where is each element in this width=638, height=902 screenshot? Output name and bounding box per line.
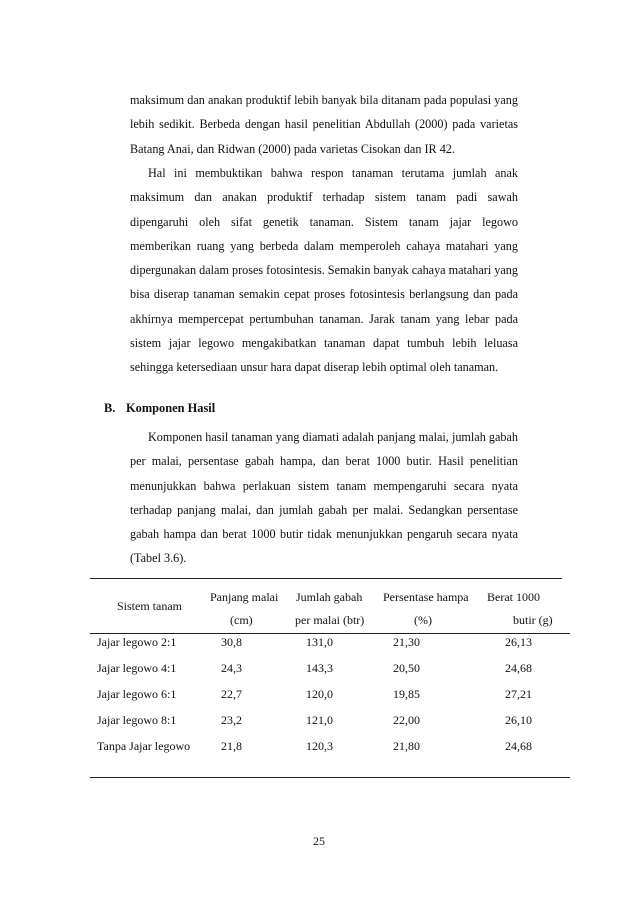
header-panjang-malai-line2: (cm) xyxy=(230,613,253,627)
paragraph-3 xyxy=(130,425,518,571)
cell-persentase: 19,85 xyxy=(393,687,420,701)
header-berat-line2: butir (g) xyxy=(513,613,553,627)
cell-persentase: 21,30 xyxy=(393,635,420,649)
paragraph-2 xyxy=(130,161,518,380)
cell-sistem: Jajar legowo 6:1 xyxy=(97,687,177,701)
header-jumlah-gabah-line2: per malai (btr) xyxy=(295,613,365,627)
table-top-rule xyxy=(90,578,562,579)
section-heading xyxy=(104,401,215,416)
cell-persentase: 22,00 xyxy=(393,713,420,727)
header-persentase-hampa-line1: Persentase hampa xyxy=(383,590,469,604)
cell-berat: 27,21 xyxy=(505,687,532,701)
cell-berat: 26,10 xyxy=(505,713,532,727)
paragraph-3-text: Komponen hasil tanaman yang diamati adalah panjang malai, jumlah gabah per malai, persentase gabah hampa, dan berat 1000 butir. Hasil penelitian menunjukkan bahwa perlakuan sistem tanam mempengaruhi secara nyata terhadap panjang malai, dan jumlah gabah per malai. Sedangkan persentase gabah hampa dan berat 1000 butir tidak menunjukkan pengaruh secara nyata (Tabel 3.6). xyxy=(130,430,518,566)
paragraph-2-text: Hal ini membuktikan bahwa respon tanaman terutama jumlah anak maksimum dan anakan produktif terhadap sistem tanam padi sawah dipengaruhi oleh sifat genetik tanaman. Sistem tanam jajar legowo memberikan ruang yang berbeda dalam memperoleh cahaya matahari yang dipergunakan dalam proses fotosintesis. Semakin banyak cahaya matahari yang bisa diserap tanaman semakin cepat proses fotosintesis berlangsung dan pada akhirnya mempercepat pertumbuhan tanaman. Jarak tanam yang lebar pada sistem jajar legowo mengakibatkan tanaman dapat tumbuh lebih leluasa sehingga ketersediaan unsur hara dapat diserap lebih optimal oleh tanaman. xyxy=(130,166,518,375)
cell-panjang: 21,8 xyxy=(221,739,242,753)
cell-jumlah: 131,0 xyxy=(306,635,333,649)
cell-persentase: 20,50 xyxy=(393,661,420,675)
cell-panjang: 23,2 xyxy=(221,713,242,727)
header-persentase-hampa-line2: (%) xyxy=(414,613,432,627)
cell-panjang: 22,7 xyxy=(221,687,242,701)
cell-jumlah: 120,0 xyxy=(306,687,333,701)
cell-jumlah: 143,3 xyxy=(306,661,333,675)
header-sistem-tanam: Sistem tanam xyxy=(117,599,182,613)
cell-panjang: 24,3 xyxy=(221,661,242,675)
cell-panjang: 30,8 xyxy=(221,635,242,649)
header-berat-line1: Berat 1000 xyxy=(487,590,540,604)
cell-berat: 24,68 xyxy=(505,661,532,675)
page-number: 25 xyxy=(313,834,325,848)
cell-berat: 24,68 xyxy=(505,739,532,753)
cell-sistem: Jajar legowo 4:1 xyxy=(97,661,177,675)
paragraph-1: maksimum dan anakan produktif lebih banyak bila ditanam pada populasi yang lebih sedikit. Berbeda dengan hasil penelitian Abdullah (2000) pada varietas Batang Anai, dan Ridwan (2000) pada varietas Cisokan dan IR 42. xyxy=(130,93,518,156)
cell-sistem: Tanpa Jajar legowo xyxy=(97,739,191,753)
cell-jumlah: 121,0 xyxy=(306,713,333,727)
cell-persentase: 21,80 xyxy=(393,739,420,753)
section-letter: B. xyxy=(104,401,116,415)
header-panjang-malai-line1: Panjang malai xyxy=(210,590,279,604)
header-jumlah-gabah-line1: Jumlah gabah xyxy=(296,590,363,604)
cell-berat: 26,13 xyxy=(505,635,532,649)
cell-sistem: Jajar legowo 8:1 xyxy=(97,713,177,727)
cell-jumlah: 120,3 xyxy=(306,739,333,753)
table-bottom-rule xyxy=(90,777,570,778)
table-header-rule xyxy=(90,633,570,634)
cell-sistem: Jajar legowo 2:1 xyxy=(97,635,177,649)
section-title: Komponen Hasil xyxy=(126,401,216,415)
